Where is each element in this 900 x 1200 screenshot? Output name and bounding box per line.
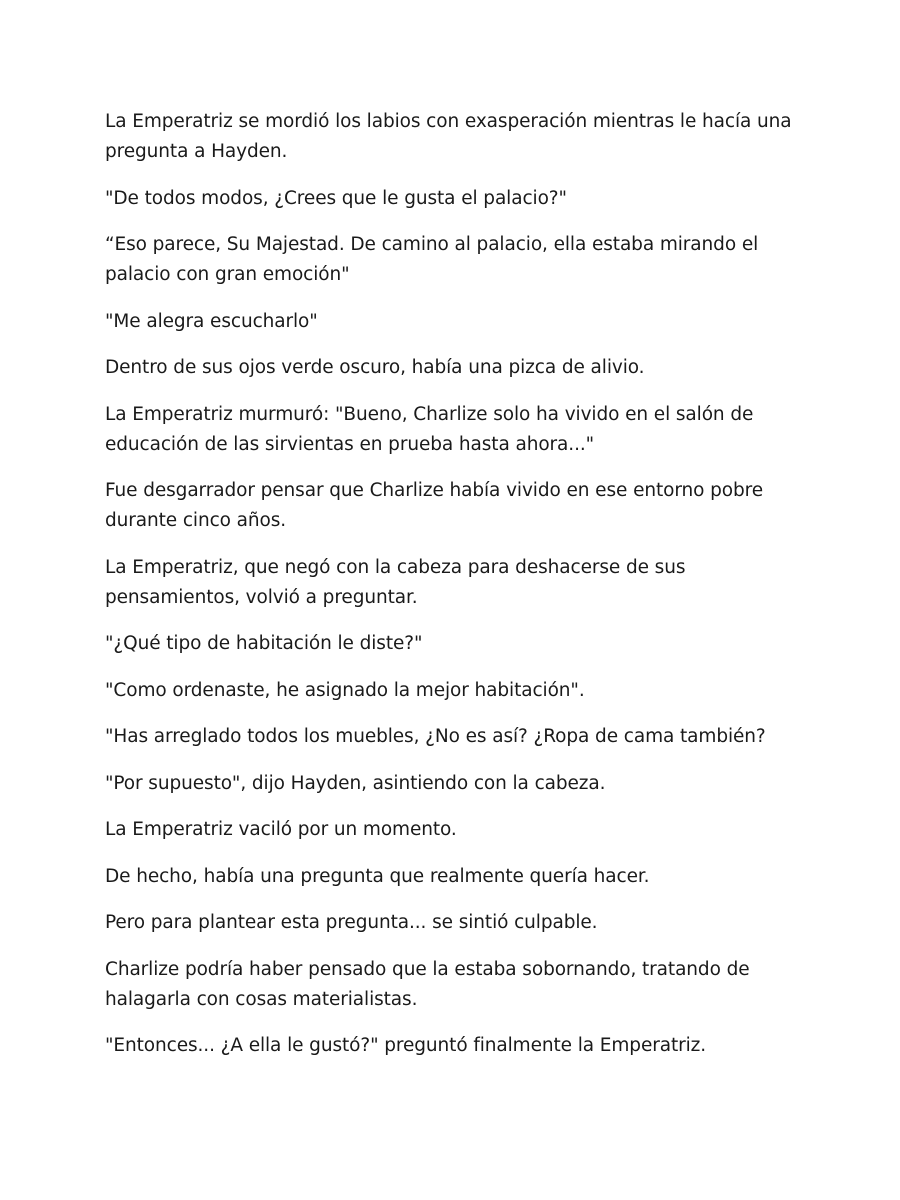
- paragraph: "Entonces... ¿A ella le gustó?" preguntó finalmente la Emperatriz.: [105, 1035, 707, 1056]
- paragraph: La Emperatriz vaciló por un momento.: [105, 819, 457, 840]
- paragraph: "¿Qué tipo de habitación le diste?": [105, 633, 423, 654]
- paragraph: Fue desgarrador pensar que Charlize había vivido en ese entorno pobre durante cinco años.: [105, 480, 764, 531]
- paragraph: Dentro de sus ojos verde oscuro, había una pizca de alivio.: [105, 357, 645, 378]
- paragraph: “Eso parece, Su Majestad. De camino al palacio, ella estaba mirando el palacio con gran emoción": [105, 234, 759, 285]
- paragraph: De hecho, había una pregunta que realmente quería hacer.: [105, 865, 650, 887]
- paragraph: La Emperatriz, que negó con la cabeza para deshacerse de sus pensamientos, volvió a preguntar.: [105, 556, 686, 608]
- paragraph: "De todos modos, ¿Crees que le gusta el palacio?": [105, 187, 567, 209]
- paragraph: Charlize podría haber pensado que la estaba sobornando, tratando de halagarla con cosas materialistas.: [105, 958, 750, 1010]
- paragraph: "Como ordenaste, he asignado la mejor habitación".: [105, 679, 585, 701]
- paragraph: La Emperatriz murmuró: "Bueno, Charlize solo ha vivido en el salón de educación de las sirvientas en prueba hasta ahora...": [105, 403, 754, 455]
- document-body: [105, 107, 810, 1078]
- paragraph: Pero para plantear esta pregunta... se sintió culpable.: [105, 912, 598, 933]
- paragraph: "Por supuesto", dijo Hayden, asintiendo con la cabeza.: [105, 772, 606, 794]
- paragraph: La Emperatriz se mordió los labios con exasperación mientras le hacía una pregunta a Hayden.: [105, 111, 792, 162]
- paragraph: "Has arreglado todos los muebles, ¿No es así? ¿Ropa de cama también?: [105, 726, 766, 747]
- paragraph: "Me alegra escucharlo": [105, 310, 318, 332]
